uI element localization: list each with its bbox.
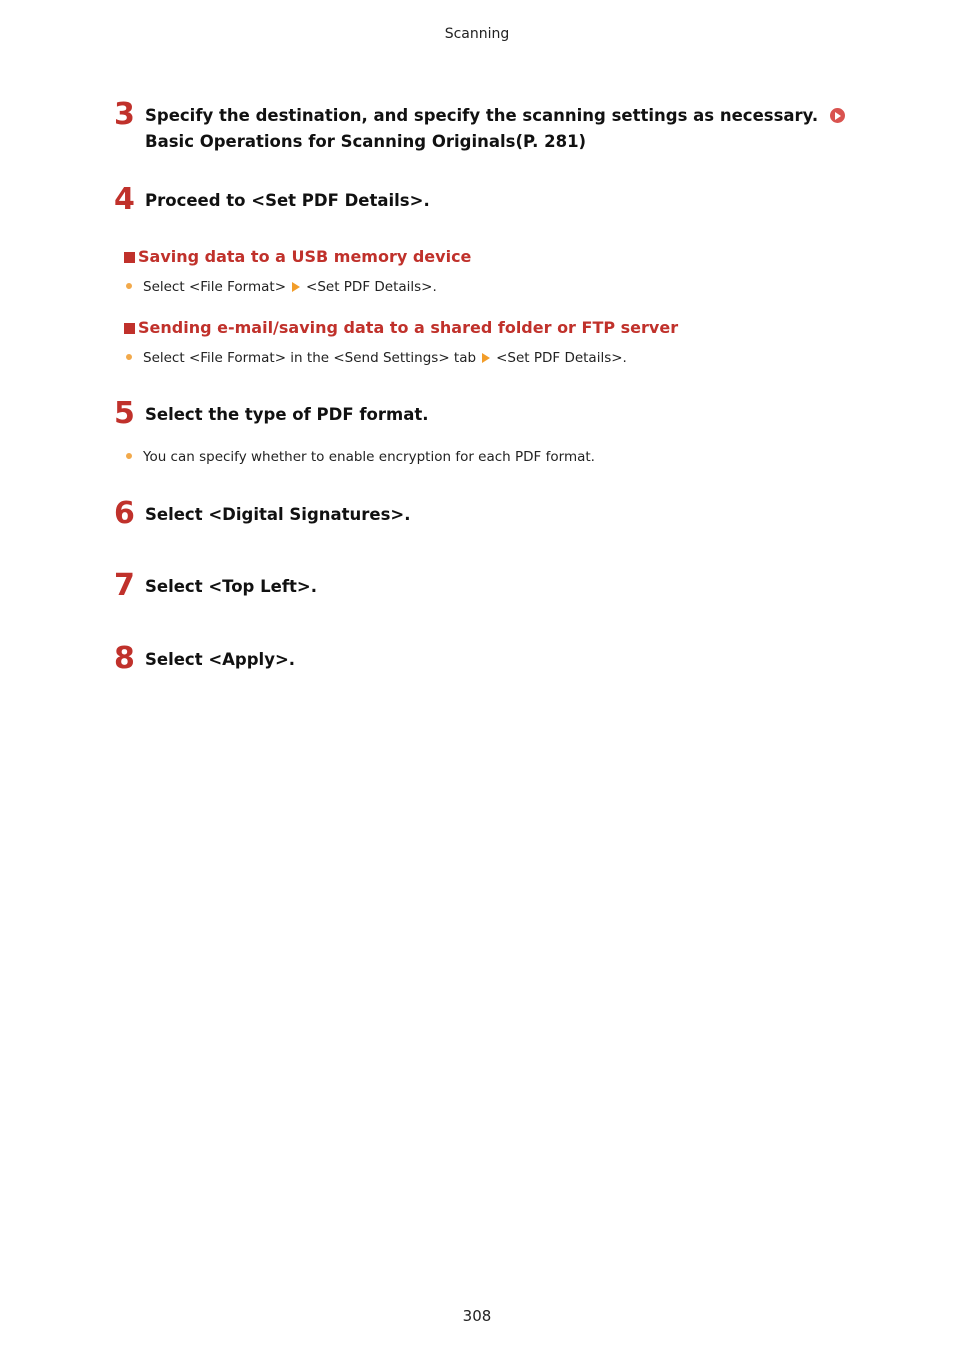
- step-text: [145, 103, 854, 155]
- arrow-right-icon: [482, 353, 490, 363]
- basic-operations-link[interactable]: Basic Operations for Scanning Originals(P. 281): [145, 132, 587, 151]
- step-4: [114, 182, 854, 217]
- play-circle-icon: [830, 108, 845, 123]
- step-text: Select <Top Left>.: [145, 577, 317, 596]
- bullet-dot-icon: [126, 283, 132, 289]
- section-heading-usb: [124, 247, 471, 267]
- step-number: 8: [114, 641, 135, 676]
- step-text: Select <Digital Signatures>.: [145, 505, 411, 524]
- step-text: Select <Apply>.: [145, 650, 296, 669]
- bullet-text-before: Select <File Format> in the <Send Settings> tab: [143, 350, 477, 366]
- section-heading-email-ftp: [124, 318, 678, 338]
- bullet-text-after: <Set PDF Details>.: [496, 350, 627, 366]
- bullet-step5: [126, 448, 595, 466]
- square-marker-icon: [124, 252, 135, 263]
- page-header: Scanning: [444, 26, 510, 42]
- section-title: Saving data to a USB memory device: [138, 247, 472, 266]
- bullet-dot-icon: [126, 354, 132, 360]
- bullet-text-after: <Set PDF Details>.: [306, 279, 437, 295]
- step-number: 3: [114, 97, 135, 132]
- step-3: [114, 97, 854, 155]
- bullet-text-before: Select <File Format>: [143, 279, 287, 295]
- arrow-right-icon: [292, 282, 300, 292]
- step-7: [114, 568, 854, 603]
- step-5: [114, 396, 854, 431]
- bullet-dot-icon: [126, 453, 132, 459]
- step-8: [114, 641, 854, 676]
- bullet-text: You can specify whether to enable encryption for each PDF format.: [143, 449, 595, 465]
- step-6: [114, 496, 854, 531]
- bullet-email-ftp: [126, 349, 627, 367]
- section-title: Sending e-mail/saving data to a shared folder or FTP server: [138, 318, 679, 337]
- step-number: 7: [114, 568, 135, 603]
- square-marker-icon: [124, 323, 135, 334]
- step-number: 4: [114, 182, 135, 217]
- bullet-usb: [126, 278, 437, 296]
- page-number: 308: [462, 1307, 492, 1325]
- step-number: 6: [114, 496, 135, 531]
- step-number: 5: [114, 396, 135, 431]
- step-text-main: Specify the destination, and specify the scanning settings as necessary.: [145, 106, 819, 125]
- step-text: Select the type of PDF format.: [145, 405, 429, 424]
- step-text: Proceed to <Set PDF Details>.: [145, 191, 430, 210]
